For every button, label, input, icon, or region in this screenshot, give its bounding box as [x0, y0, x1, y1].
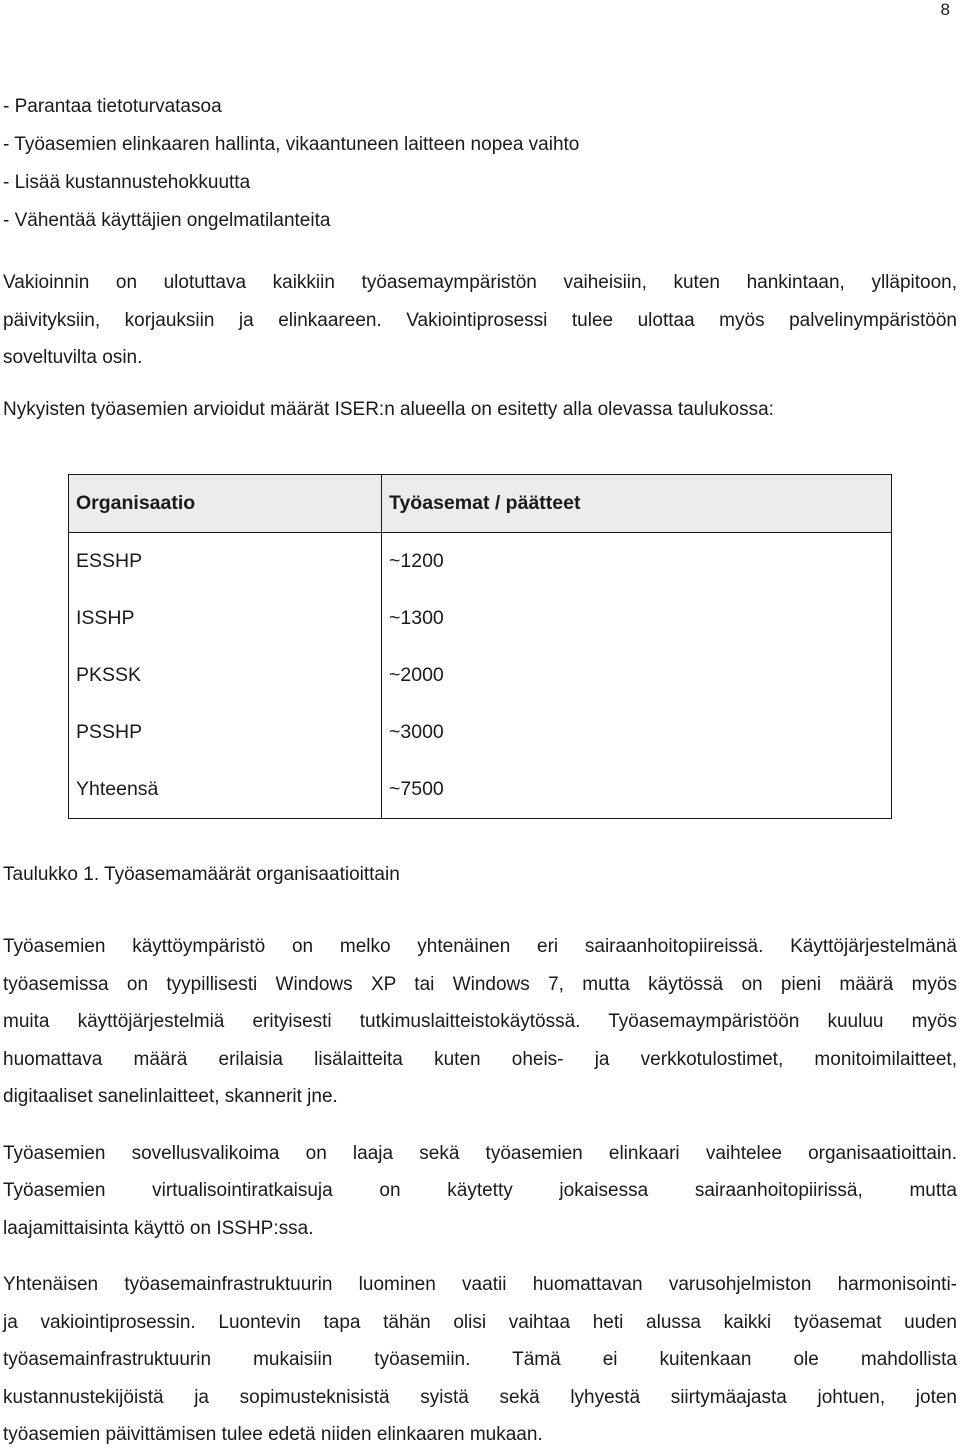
cell-organisaatio: ISSHP [69, 590, 382, 647]
bullet-list [3, 92, 957, 244]
paragraph-yhtenaisen [3, 1266, 957, 1454]
text-line: digitaaliset sanelinlaitteet, skannerit jne. [3, 1086, 338, 1107]
cell-tyoasemat: ~7500 [382, 761, 892, 819]
document-body [3, 92, 957, 428]
list-item: - Parantaa tietoturvatasoa [3, 96, 222, 117]
text-line: kustannustekijöistä ja sopimusteknisistä syistä sekä lyhyestä siirtymäajasta johtuen, joten [3, 1386, 957, 1408]
text-line: huomattava määrä erilaisia lisälaitteita kuten oheis- ja verkkotulostimet, monitoimilaitteet, [3, 1048, 957, 1070]
header-organisaatio: Organisaatio [69, 475, 382, 533]
workstation-table [68, 474, 892, 819]
cell-organisaatio: Yhteensä [69, 761, 382, 819]
text-line: Vakioinnin on ulotuttava kaikkiin työasemaympäristön vaiheisiin, kuten hankintaan, ylläpitoon, [3, 272, 957, 293]
document-body-lower [3, 928, 957, 1454]
cell-organisaatio: ESSHP [69, 533, 382, 591]
table-row [69, 533, 892, 591]
list-item: - Vähentää käyttäjien ongelmatilanteita [3, 210, 331, 231]
paragraph-sovellus [3, 1135, 957, 1248]
text-line: ja vakiointiprosessin. Luontevin tapa tähän olisi vaihtaa heti alussa kaikki työasemat uuden [3, 1311, 957, 1333]
cell-organisaatio: PSSHP [69, 704, 382, 761]
text-line: laajamittaisinta käyttö on ISSHP:ssa. [3, 1217, 314, 1239]
text-line: Yhtenäisen työasemainfrastruktuurin luominen vaatii huomattavan varusohjelmiston harmonisointi- [3, 1274, 957, 1295]
cell-tyoasemat: ~1300 [382, 590, 892, 647]
cell-tyoasemat: ~3000 [382, 704, 892, 761]
table-row [69, 647, 892, 704]
list-item: - Työasemien elinkaaren hallinta, vikaantuneen laitteen nopea vaihto [3, 134, 580, 155]
text-line: Työasemien käyttöympäristö on melko yhtenäinen eri sairaanhoitopiireissä. Käyttöjärjestelmänä [3, 936, 957, 957]
table-row [69, 761, 892, 819]
table-row [69, 590, 892, 647]
text-line: Työasemien virtualisointiratkaisuja on käytetty jokaisessa sairaanhoitopiirissä, mutta [3, 1180, 957, 1201]
page-number: 8 [940, 0, 950, 19]
cell-organisaatio: PKSSK [69, 647, 382, 704]
header-tyoasemat: Työasemat / päätteet [382, 475, 892, 533]
paragraph-nykyisten: Nykyisten työasemien arvioidut määrät ISER:n alueella on esitetty alla olevassa taulukossa: [3, 398, 774, 420]
table-caption: Taulukko 1. Työasemamäärät organisaatioittain [3, 864, 400, 885]
paragraph-kayttoymparisto [3, 928, 957, 1116]
table-row [69, 704, 892, 761]
paragraph-vakioinnin [3, 264, 957, 377]
text-line: muita käyttöjärjestelmiä erityisesti tutkimuslaitteistokäytössä. Työasemaympäristöön kuuluu myös [3, 1011, 957, 1032]
text-line: soveltuvilta osin. [3, 347, 143, 368]
cell-tyoasemat: ~2000 [382, 647, 892, 704]
text-line: päivityksiin, korjauksiin ja elinkaareen. Vakiointiprosessi tulee ulottaa myös palvelinympäristöön [3, 309, 957, 331]
text-line: työasemien päivittämisen tulee edetä niiden elinkaaren mukaan. [3, 1424, 543, 1445]
text-line: Työasemien sovellusvalikoima on laaja sekä työasemien elinkaari vaihtelee organisaatioittain. [3, 1142, 957, 1164]
table-header-row [69, 475, 892, 533]
cell-tyoasemat: ~1200 [382, 533, 892, 591]
text-line: työasemissa on tyypillisesti Windows XP tai Windows 7, mutta käytössä on pieni määrä myös [3, 973, 957, 995]
text-line: työasemainfrastruktuurin mukaisiin työasemiin. Tämä ei kuitenkaan ole mahdollista [3, 1349, 957, 1370]
list-item: - Lisää kustannustehokkuutta [3, 172, 251, 193]
